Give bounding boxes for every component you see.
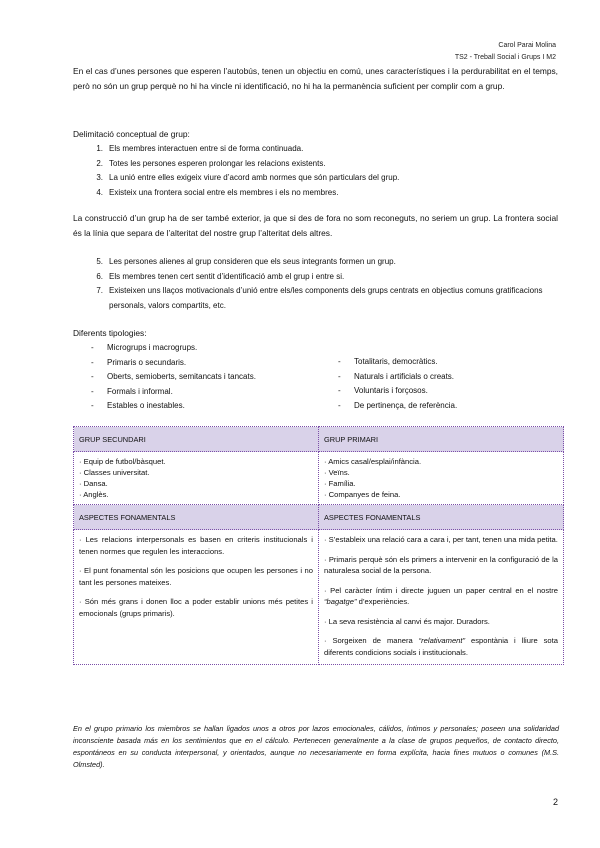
table-item: · Equip de futbol/bàsquet.	[79, 457, 166, 466]
list-item: 2. Totes les persones esperen prolongar les relacions existents.	[96, 158, 326, 168]
delimitacio-list	[73, 142, 553, 200]
header-author: Carol Parai Molina	[498, 42, 556, 49]
list-item: - Oberts, semioberts, semitancats i tancats.	[91, 372, 256, 381]
table-item: · Dansa.	[79, 479, 108, 488]
table-item: · La seva resistència al canvi és major. Duradors.	[324, 616, 490, 626]
list-item: - Formals i informal.	[91, 386, 173, 396]
tipologies-heading: Diferents tipologies:	[73, 328, 147, 338]
page-header	[455, 40, 556, 64]
table-item: · Primaris perquè són els primers a intervenir en la configuració de la naturalesa social de la persona.	[324, 554, 558, 575]
criteria-list	[73, 255, 553, 313]
tipologies-left-list	[73, 341, 343, 414]
table-item: · Companyes de feina.	[324, 490, 401, 499]
table-item: · S’estableix una relació cara a cara i, per tant, tenen una mida petita.	[324, 535, 558, 544]
construccio-paragraph: La construcció d’un grup ha de ser també exterior, ja que si des de fora no som reconeguts, no seriem un grup. La frontera social és la línia que separa de l’alteritat del nostre grup l’alteritat dels altres.	[73, 213, 558, 238]
list-item: - Naturals i artificials o creats.	[338, 371, 455, 381]
aspectes-header-right: ASPECTES FONAMENTALS	[319, 505, 564, 530]
primari-examples	[319, 452, 564, 505]
table-item: · Classes universitat.	[79, 468, 150, 477]
list-item: - Voluntaris i forçosos.	[338, 386, 428, 395]
table-item: · Veïns.	[324, 468, 350, 477]
list-item: 4. Existeix una frontera social entre els membres i els no membres.	[96, 187, 339, 197]
secundari-examples	[74, 452, 319, 505]
delimitacio-heading: Delimitació conceptual de grup:	[73, 129, 190, 139]
tipologies-right-list	[320, 355, 560, 413]
list-item: 3. La unió entre elles exigeix viure d’acord amb normes que són particulars del grup.	[96, 173, 400, 182]
aspectes-primari	[319, 530, 564, 665]
table-item: · Són més grans i donen lloc a poder establir unions més petites i emocionals (grups primaris).	[79, 597, 313, 618]
table-item: · Amics casal/esplai/infància.	[324, 457, 422, 466]
aspectes-header-left: ASPECTES FONAMENTALS	[74, 505, 319, 530]
list-item: - Totalitaris, democràtics.	[338, 357, 438, 366]
page-number: 2	[552, 797, 558, 807]
primari-header: GRUP PRIMARI	[319, 427, 564, 452]
secundari-header: GRUP SECUNDARI	[74, 427, 319, 452]
list-item: 7. Existeixen uns llaços motivacionals d’unió entre els/les components dels grups centrats en objectius comuns gratificacions personals, valors compartits, etc.	[96, 286, 543, 310]
list-item: 1. Els membres interactuen entre si de forma continuada.	[96, 144, 304, 153]
list-item: 5. Les persones alienes al grup consideren que els seus integrants formen un grup.	[96, 257, 396, 266]
list-item: - Estables o inestables.	[91, 401, 185, 410]
olmsted-quote: En el grupo primario los miembros se hallan ligados unos a otros por lazos emocionales, cálidos, íntimos y personales; poseen una solidaridad inconsciente basada más en los sentimientos que en el cálculo. Pertenecen generalmente a la clase de grupos pequeños, de contacto directo, espontáneos en su conducta interpersonal, y orientados, aunque no necesariamente en forma explícita, hacia fines mutuos o comunes (M.S. Olmsted).	[73, 724, 559, 769]
groups-table	[73, 426, 564, 665]
table-item: · Família.	[324, 479, 356, 488]
aspectes-secundari	[74, 530, 319, 665]
table-item: · Anglès.	[79, 490, 109, 499]
table-item: · Pel caràcter íntim i directe juguen un paper central en el nostre “bagatge” d’experiències.	[324, 585, 558, 606]
list-item: 6. Els membres tenen cert sentit d’identificació amb el grup i entre si.	[96, 271, 345, 281]
list-item: - Microgrups i macrogrups.	[91, 343, 198, 352]
list-item: - Primaris o secundaris.	[91, 357, 187, 367]
table-item: · Sorgeixen de manera “relativament” espontània i lliure sota diferents condicions socials i institucionals.	[324, 636, 558, 657]
table-item: · Les relacions interpersonals es basen en criteris institucionals i tenen normes que regulen les interaccions.	[79, 535, 313, 556]
table-item: · El punt fonamental són les posicions que ocupen les persones i no tant les persones mateixes.	[79, 566, 313, 587]
header-subtitle: TS2 - Treball Social i Grups I M2	[454, 54, 556, 61]
intro-paragraph: En el cas d’unes persones que esperen l’autobús, tenen un objectiu en comú, unes característiques i la perdurabilitat en el temps, però no són un grup perquè no hi ha vincle ni identificació, no hi ha la permanència suficient per complir com a grup.	[73, 66, 558, 91]
list-item: - De pertinença, de referència.	[338, 400, 458, 410]
